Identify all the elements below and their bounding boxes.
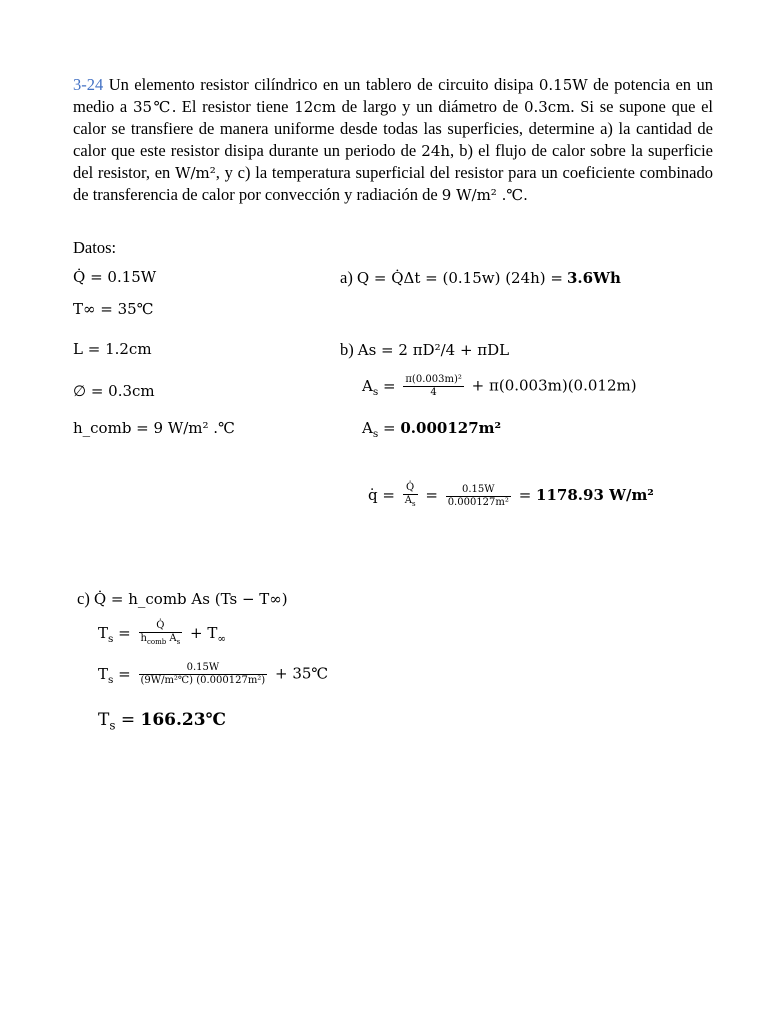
- heat-flux-line: q̇ = $\frac{Q̇}{A_s}$ = $\frac{0.15W}{\text{0.000127m²}}$ = 1178.93 W/m²: [368, 482, 654, 508]
- given-h-comb: h_comb = 9 W/m² .℃: [73, 419, 235, 437]
- part-c-label: c): [77, 589, 90, 608]
- part-c-energy-balance: [77, 589, 288, 609]
- surface-temp-formula: $T_s$ = $\frac{Q̇}{h_{comb} A_s}$ + $T_\infty$: [98, 620, 227, 646]
- datos-label: Datos:: [73, 238, 117, 257]
- part-b-formula-line: [340, 340, 509, 360]
- given-ambient-temp: T∞ = 35℃: [73, 300, 154, 318]
- area-substitution-fraction: $\frac{\text{π(0.003m)²}}{4}$: [405, 374, 462, 398]
- given-diameter: ∅ = 0.3cm: [73, 382, 155, 400]
- heat-flux-result: 1178.93 W/m²: [536, 486, 654, 504]
- area-formula: As = 2 πD²/4 + πDL: [357, 341, 510, 359]
- problem-number: 3-24: [73, 75, 104, 94]
- given-length: L = 1.2cm: [73, 340, 152, 358]
- surface-temp-result: 166.23℃: [140, 710, 226, 730]
- surface-temp-fraction: $\frac{0.15W}{\text{(9W/m²℃) (0.000127m²)}}$: [140, 662, 266, 686]
- given-heat-rate: Q̇ = 0.15W: [73, 268, 157, 286]
- problem-statement: 3-24 Un elemento resistor cilíndrico en un tablero de circuito disipa 0.15W de potencia en un medio a 35℃. El resistor tiene 12cm de largo y un diámetro de 0.3cm. Si se supone que el calor se transfiere de manera uniforme desde todas las superficies, determine a) la cantidad de calor que este resistor disipa durante un periodo de 24h, b) el flujo de calor sobre la superficie del resistor, en W/m², y c) la temperatura superficial del resistor para un coeficiente combinado de transferencia de calor por convección y radiación de 9 W/m² .℃.: [73, 75, 714, 204]
- part-a-expression: Q = Q̇Δt = (0.15w) (24h) =: [356, 269, 563, 287]
- area-result: 0.000127m²: [400, 419, 502, 437]
- area-result-line: $A_s = 0.000127m^2$: [362, 419, 502, 440]
- part-a: [340, 268, 621, 288]
- area-substitution: $A_s$ = $\frac{\text{π(0.003m)²}}{4}$ + π(0.003m)(0.012m): [362, 374, 637, 398]
- surface-temp-result-line: $T_s$ = 166.23℃: [98, 710, 226, 733]
- part-a-label: a): [340, 268, 353, 287]
- energy-balance-equation: Q̇ = h_comb As (Ts − T∞): [93, 590, 288, 608]
- heat-flux-fraction: $\frac{0.15W}{\text{0.000127m²}}$: [447, 483, 509, 508]
- part-b-label: b): [340, 340, 354, 359]
- part-a-result: 3.6Wh: [567, 269, 621, 287]
- surface-temp-substitution: $T_s$ = $\frac{0.15W}{\text{(9W/m²℃) (0.000127m²)}}$ + 35℃: [98, 662, 329, 686]
